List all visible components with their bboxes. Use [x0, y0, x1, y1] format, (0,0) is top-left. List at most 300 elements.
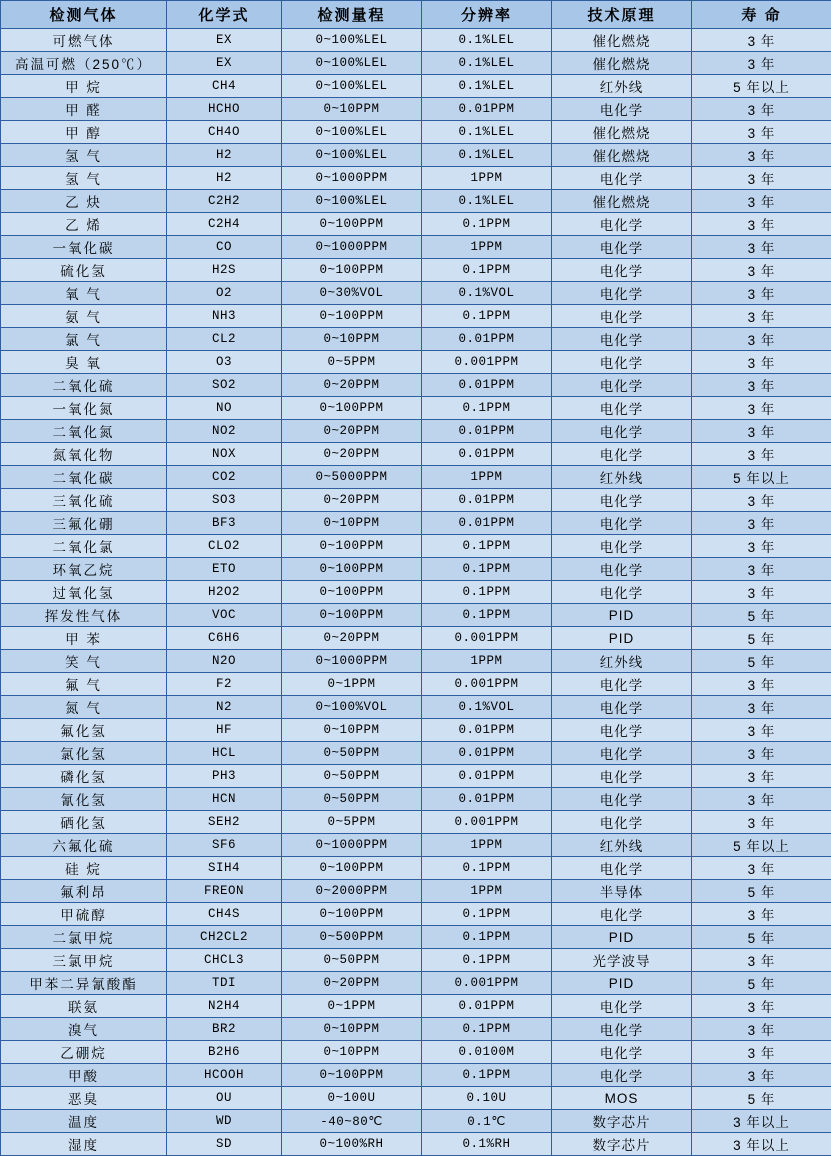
table-body: [1, 29, 831, 1156]
table-cell: B2H6: [167, 1041, 282, 1064]
table-cell: 0.1PPM: [422, 397, 552, 420]
table-cell: 5 年: [692, 972, 831, 995]
table-row: [1, 236, 831, 259]
table-cell: 一氧化氮: [1, 397, 167, 420]
table-cell: 3 年: [692, 420, 831, 443]
table-cell: 3 年: [692, 719, 831, 742]
table-cell: 0.01PPM: [422, 98, 552, 121]
table-cell: 0~100PPM: [282, 213, 422, 236]
table-cell: SD: [167, 1133, 282, 1156]
table-header: [1, 1, 831, 29]
table-cell: F2: [167, 673, 282, 696]
table-cell: 甲苯二异氰酸酯: [1, 972, 167, 995]
table-cell: 0~100PPM: [282, 857, 422, 880]
table-cell: 3 年: [692, 995, 831, 1018]
table-cell: 1PPM: [422, 880, 552, 903]
table-row: [1, 604, 831, 627]
table-row: [1, 1133, 831, 1156]
table-row: [1, 52, 831, 75]
table-cell: 氰化氢: [1, 788, 167, 811]
table-row: [1, 765, 831, 788]
table-cell: 0.1PPM: [422, 581, 552, 604]
table-cell: 甲 醇: [1, 121, 167, 144]
table-cell: 氮 气: [1, 696, 167, 719]
table-cell: 3 年: [692, 190, 831, 213]
table-cell: 可燃气体: [1, 29, 167, 52]
table-cell: 0~50PPM: [282, 788, 422, 811]
table-row: [1, 834, 831, 857]
table-cell: 3 年: [692, 857, 831, 880]
table-cell: SIH4: [167, 857, 282, 880]
table-cell: 氯化氢: [1, 742, 167, 765]
table-row: [1, 719, 831, 742]
table-cell: 红外线: [552, 650, 692, 673]
table-row: [1, 1087, 831, 1110]
table-cell: 氢 气: [1, 144, 167, 167]
table-cell: C2H2: [167, 190, 282, 213]
table-cell: 5 年: [692, 1087, 831, 1110]
table-cell: 1PPM: [422, 236, 552, 259]
table-row: [1, 443, 831, 466]
table-cell: 0~100PPM: [282, 397, 422, 420]
table-cell: 0~100PPM: [282, 305, 422, 328]
table-cell: 二氧化氮: [1, 420, 167, 443]
table-row: [1, 374, 831, 397]
table-cell: 0~100%LEL: [282, 190, 422, 213]
table-cell: 3 年: [692, 765, 831, 788]
table-cell: 0.10U: [422, 1087, 552, 1110]
table-cell: CH2CL2: [167, 926, 282, 949]
table-cell: 电化学: [552, 995, 692, 1018]
table-cell: 0~100PPM: [282, 581, 422, 604]
table-cell: 0~500PPM: [282, 926, 422, 949]
table-row: [1, 144, 831, 167]
table-cell: 0~100%LEL: [282, 52, 422, 75]
table-cell: O2: [167, 282, 282, 305]
table-cell: OU: [167, 1087, 282, 1110]
table-cell: 红外线: [552, 834, 692, 857]
table-cell: H2S: [167, 259, 282, 282]
table-row: [1, 650, 831, 673]
table-cell: 3 年: [692, 98, 831, 121]
table-cell: 0.01PPM: [422, 374, 552, 397]
table-cell: CH4: [167, 75, 282, 98]
table-cell: 0~20PPM: [282, 443, 422, 466]
table-cell: 0~20PPM: [282, 627, 422, 650]
table-cell: 二氧化碳: [1, 466, 167, 489]
table-cell: HCN: [167, 788, 282, 811]
table-row: [1, 98, 831, 121]
table-row: [1, 1064, 831, 1087]
table-cell: 二氯甲烷: [1, 926, 167, 949]
table-cell: PH3: [167, 765, 282, 788]
table-cell: 环氧乙烷: [1, 558, 167, 581]
column-header-formula: 化学式: [167, 1, 282, 29]
table-cell: 3 年: [692, 1064, 831, 1087]
table-cell: WD: [167, 1110, 282, 1133]
table-cell: 0~5PPM: [282, 811, 422, 834]
table-cell: 0~50PPM: [282, 742, 422, 765]
table-cell: 0~10PPM: [282, 98, 422, 121]
table-cell: 催化燃烧: [552, 190, 692, 213]
table-cell: PID: [552, 926, 692, 949]
table-cell: 0~10PPM: [282, 1018, 422, 1041]
table-cell: HCHO: [167, 98, 282, 121]
table-cell: 三氧化硫: [1, 489, 167, 512]
table-cell: 电化学: [552, 903, 692, 926]
column-header-range: 检测量程: [282, 1, 422, 29]
table-cell: 催化燃烧: [552, 29, 692, 52]
table-cell: 3 年: [692, 788, 831, 811]
table-cell: 电化学: [552, 1041, 692, 1064]
table-cell: 笑 气: [1, 650, 167, 673]
table-cell: 0~1000PPM: [282, 834, 422, 857]
table-cell: 3 年: [692, 144, 831, 167]
table-cell: 催化燃烧: [552, 144, 692, 167]
table-cell: 催化燃烧: [552, 52, 692, 75]
column-header-resolution: 分辨率: [422, 1, 552, 29]
table-cell: 3 年: [692, 121, 831, 144]
table-cell: N2: [167, 696, 282, 719]
table-cell: 电化学: [552, 305, 692, 328]
table-row: [1, 190, 831, 213]
table-cell: 0~5PPM: [282, 351, 422, 374]
table-cell: 0.1%LEL: [422, 144, 552, 167]
table-cell: 0~100U: [282, 1087, 422, 1110]
table-cell: 0.001PPM: [422, 811, 552, 834]
table-cell: 光学波导: [552, 949, 692, 972]
table-cell: 0.1PPM: [422, 259, 552, 282]
table-cell: 红外线: [552, 75, 692, 98]
table-row: [1, 995, 831, 1018]
table-cell: 3 年: [692, 903, 831, 926]
table-cell: O3: [167, 351, 282, 374]
table-row: [1, 558, 831, 581]
table-cell: NH3: [167, 305, 282, 328]
table-cell: 一氧化碳: [1, 236, 167, 259]
table-cell: 电化学: [552, 1018, 692, 1041]
table-row: [1, 75, 831, 98]
table-row: [1, 1041, 831, 1064]
table-cell: 电化学: [552, 351, 692, 374]
table-cell: 电化学: [552, 236, 692, 259]
table-cell: PID: [552, 972, 692, 995]
table-cell: 3 年: [692, 489, 831, 512]
table-cell: 电化学: [552, 558, 692, 581]
table-cell: 0.1%LEL: [422, 75, 552, 98]
table-cell: 乙 烯: [1, 213, 167, 236]
table-cell: 0~1PPM: [282, 995, 422, 1018]
table-cell: EX: [167, 29, 282, 52]
table-cell: -40~80℃: [282, 1110, 422, 1133]
table-cell: 0.1℃: [422, 1110, 552, 1133]
table-cell: 3 年: [692, 259, 831, 282]
table-cell: SO2: [167, 374, 282, 397]
table-cell: 3 年: [692, 512, 831, 535]
table-cell: 0~20PPM: [282, 972, 422, 995]
table-cell: 0~100PPM: [282, 558, 422, 581]
table-cell: 0.01PPM: [422, 742, 552, 765]
table-cell: HCL: [167, 742, 282, 765]
table-cell: 电化学: [552, 167, 692, 190]
table-row: [1, 397, 831, 420]
table-cell: 0.01PPM: [422, 443, 552, 466]
table-row: [1, 673, 831, 696]
table-cell: 0~100%LEL: [282, 29, 422, 52]
table-cell: SO3: [167, 489, 282, 512]
table-cell: 电化学: [552, 489, 692, 512]
table-cell: 0.01PPM: [422, 328, 552, 351]
table-cell: 甲 醛: [1, 98, 167, 121]
table-cell: 电化学: [552, 98, 692, 121]
table-cell: 磷化氢: [1, 765, 167, 788]
table-cell: 1PPM: [422, 466, 552, 489]
table-cell: 电化学: [552, 213, 692, 236]
table-cell: 0.01PPM: [422, 788, 552, 811]
table-cell: 甲硫醇: [1, 903, 167, 926]
table-cell: 0.1%LEL: [422, 121, 552, 144]
table-cell: 3 年: [692, 581, 831, 604]
table-cell: 0~100PPM: [282, 535, 422, 558]
table-cell: 氧 气: [1, 282, 167, 305]
table-cell: 甲 苯: [1, 627, 167, 650]
table-cell: 0.01PPM: [422, 512, 552, 535]
table-cell: H2O2: [167, 581, 282, 604]
table-cell: 3 年: [692, 29, 831, 52]
table-cell: 0.001PPM: [422, 972, 552, 995]
table-cell: 0~2000PPM: [282, 880, 422, 903]
table-cell: NOX: [167, 443, 282, 466]
table-cell: 3 年: [692, 742, 831, 765]
table-cell: 0~100%VOL: [282, 696, 422, 719]
table-cell: 0~20PPM: [282, 420, 422, 443]
table-cell: SF6: [167, 834, 282, 857]
table-cell: 电化学: [552, 765, 692, 788]
table-cell: 氯 气: [1, 328, 167, 351]
table-cell: 0.1PPM: [422, 1018, 552, 1041]
table-cell: 0.1PPM: [422, 949, 552, 972]
table-cell: 电化学: [552, 719, 692, 742]
table-cell: 挥发性气体: [1, 604, 167, 627]
table-row: [1, 167, 831, 190]
table-cell: EX: [167, 52, 282, 75]
table-cell: 3 年: [692, 305, 831, 328]
table-row: [1, 926, 831, 949]
table-cell: VOC: [167, 604, 282, 627]
table-cell: 氟 气: [1, 673, 167, 696]
table-cell: 5 年以上: [692, 466, 831, 489]
table-cell: 电化学: [552, 259, 692, 282]
table-cell: CH4O: [167, 121, 282, 144]
table-cell: MOS: [552, 1087, 692, 1110]
table-cell: 3 年: [692, 52, 831, 75]
table-row: [1, 811, 831, 834]
table-cell: CL2: [167, 328, 282, 351]
table-row: [1, 696, 831, 719]
table-cell: 3 年以上: [692, 1110, 831, 1133]
table-cell: 0.1PPM: [422, 1064, 552, 1087]
table-cell: CHCL3: [167, 949, 282, 972]
table-cell: 红外线: [552, 466, 692, 489]
table-cell: 氟化氢: [1, 719, 167, 742]
table-row: [1, 788, 831, 811]
table-cell: 电化学: [552, 857, 692, 880]
table-cell: 3 年: [692, 1018, 831, 1041]
table-cell: BR2: [167, 1018, 282, 1041]
table-cell: C2H4: [167, 213, 282, 236]
table-cell: 0.1PPM: [422, 305, 552, 328]
table-cell: 0~50PPM: [282, 765, 422, 788]
table-cell: 电化学: [552, 535, 692, 558]
table-cell: H2: [167, 144, 282, 167]
table-row: [1, 466, 831, 489]
table-cell: CO2: [167, 466, 282, 489]
table-row: [1, 857, 831, 880]
table-cell: 3 年: [692, 949, 831, 972]
table-row: [1, 581, 831, 604]
table-cell: NO: [167, 397, 282, 420]
table-cell: BF3: [167, 512, 282, 535]
table-cell: 电化学: [552, 443, 692, 466]
column-header-gas: 检测气体: [1, 1, 167, 29]
table-row: [1, 282, 831, 305]
table-cell: 0~100%RH: [282, 1133, 422, 1156]
table-cell: 0~10PPM: [282, 719, 422, 742]
table-cell: 5 年: [692, 627, 831, 650]
table-cell: 0~1000PPM: [282, 236, 422, 259]
table-cell: 六氟化硫: [1, 834, 167, 857]
table-cell: 氢 气: [1, 167, 167, 190]
table-cell: 0~100PPM: [282, 604, 422, 627]
table-cell: NO2: [167, 420, 282, 443]
table-cell: 5 年: [692, 880, 831, 903]
table-cell: 过氧化氢: [1, 581, 167, 604]
table-cell: 0~100PPM: [282, 259, 422, 282]
table-row: [1, 742, 831, 765]
table-row: [1, 972, 831, 995]
table-cell: 5 年以上: [692, 834, 831, 857]
table-cell: FREON: [167, 880, 282, 903]
table-row: [1, 1018, 831, 1041]
table-cell: 3 年: [692, 236, 831, 259]
table-cell: 温度: [1, 1110, 167, 1133]
table-cell: 0.1PPM: [422, 903, 552, 926]
table-cell: 0~100PPM: [282, 1064, 422, 1087]
table-cell: CH4S: [167, 903, 282, 926]
table-cell: 二氧化硫: [1, 374, 167, 397]
table-cell: 湿度: [1, 1133, 167, 1156]
table-row: [1, 949, 831, 972]
table-cell: 0~1000PPM: [282, 650, 422, 673]
table-cell: 数字芯片: [552, 1110, 692, 1133]
table-cell: 5 年: [692, 604, 831, 627]
table-cell: 3 年: [692, 696, 831, 719]
table-cell: SEH2: [167, 811, 282, 834]
table-cell: 3 年: [692, 351, 831, 374]
table-cell: H2: [167, 167, 282, 190]
table-cell: CLO2: [167, 535, 282, 558]
table-row: [1, 328, 831, 351]
table-cell: 0.01PPM: [422, 420, 552, 443]
table-cell: 0.1%RH: [422, 1133, 552, 1156]
table-cell: 电化学: [552, 397, 692, 420]
table-row: [1, 259, 831, 282]
table-cell: 0.001PPM: [422, 673, 552, 696]
table-cell: 3 年: [692, 374, 831, 397]
table-cell: 氟利昂: [1, 880, 167, 903]
table-cell: 0.01PPM: [422, 765, 552, 788]
table-row: [1, 627, 831, 650]
table-cell: 高温可燃（250℃）: [1, 52, 167, 75]
table-row: [1, 880, 831, 903]
table-cell: TDI: [167, 972, 282, 995]
table-cell: 5 年以上: [692, 75, 831, 98]
table-cell: 0.1PPM: [422, 213, 552, 236]
column-header-principle: 技术原理: [552, 1, 692, 29]
table-cell: 催化燃烧: [552, 121, 692, 144]
table-cell: 乙 炔: [1, 190, 167, 213]
table-header-row: [1, 1, 831, 29]
table-row: [1, 29, 831, 52]
table-cell: 0.01PPM: [422, 489, 552, 512]
table-cell: 1PPM: [422, 650, 552, 673]
table-row: [1, 903, 831, 926]
table-cell: 3 年: [692, 1041, 831, 1064]
table-cell: 0~1000PPM: [282, 167, 422, 190]
table-cell: 0.01PPM: [422, 719, 552, 742]
table-cell: 3 年: [692, 558, 831, 581]
table-cell: 0~10PPM: [282, 328, 422, 351]
table-cell: 0.1PPM: [422, 857, 552, 880]
table-cell: 1PPM: [422, 834, 552, 857]
table-cell: 三氯甲烷: [1, 949, 167, 972]
table-cell: 3 年: [692, 443, 831, 466]
table-cell: HCOOH: [167, 1064, 282, 1087]
table-row: [1, 535, 831, 558]
table-cell: 3 年: [692, 213, 831, 236]
table-cell: PID: [552, 604, 692, 627]
table-cell: 三氟化硼: [1, 512, 167, 535]
table-cell: 0~10PPM: [282, 1041, 422, 1064]
table-cell: 氨 气: [1, 305, 167, 328]
table-cell: 氮氧化物: [1, 443, 167, 466]
table-cell: 0.1%LEL: [422, 190, 552, 213]
table-cell: 硒化氢: [1, 811, 167, 834]
table-cell: 乙硼烷: [1, 1041, 167, 1064]
table-row: [1, 512, 831, 535]
table-cell: 电化学: [552, 811, 692, 834]
table-cell: N2O: [167, 650, 282, 673]
table-cell: 0.1%VOL: [422, 282, 552, 305]
table-cell: 电化学: [552, 742, 692, 765]
table-cell: C6H6: [167, 627, 282, 650]
table-cell: 电化学: [552, 374, 692, 397]
table-cell: 0~5000PPM: [282, 466, 422, 489]
table-row: [1, 305, 831, 328]
table-cell: 5 年: [692, 926, 831, 949]
table-cell: 甲 烷: [1, 75, 167, 98]
table-cell: HF: [167, 719, 282, 742]
table-cell: 0~30%VOL: [282, 282, 422, 305]
table-cell: CO: [167, 236, 282, 259]
table-cell: 电化学: [552, 788, 692, 811]
table-cell: 恶臭: [1, 1087, 167, 1110]
table-cell: 电化学: [552, 512, 692, 535]
table-cell: 甲酸: [1, 1064, 167, 1087]
table-cell: 0~100%LEL: [282, 144, 422, 167]
table-cell: 硅 烷: [1, 857, 167, 880]
table-cell: 电化学: [552, 673, 692, 696]
